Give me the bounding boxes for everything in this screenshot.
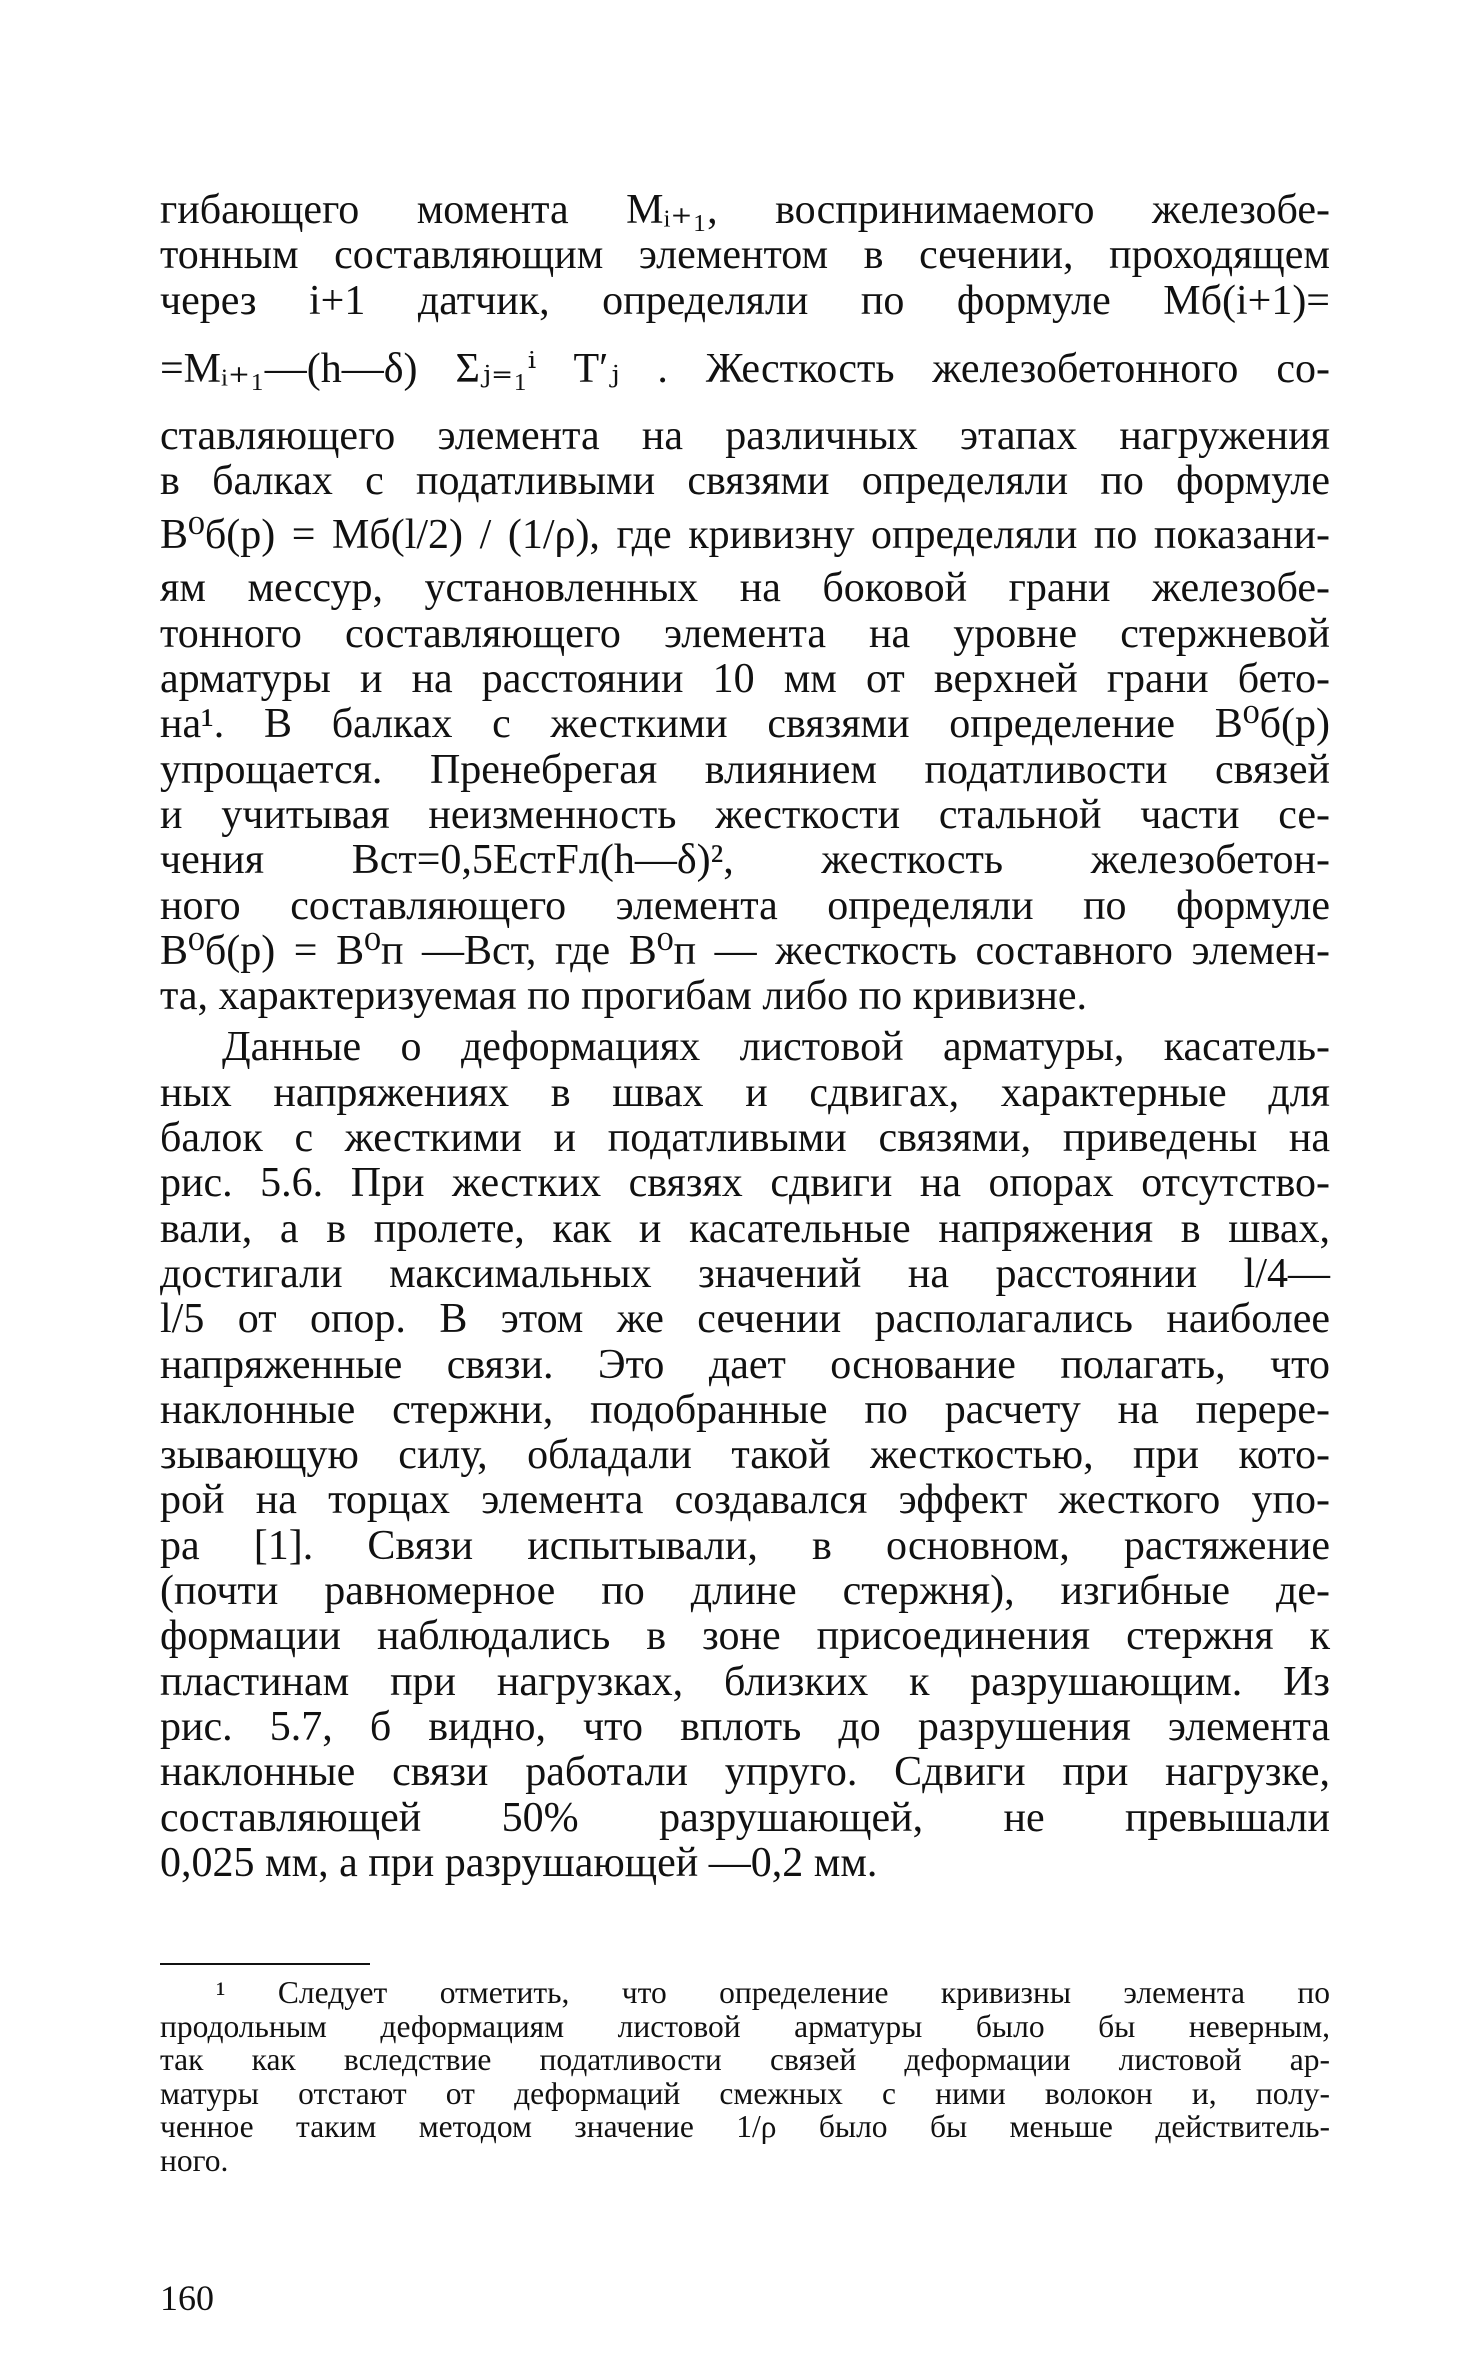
text-line: ставляющего элемента на различных этапах нагружения: [160, 412, 1330, 459]
footnote: [160, 1976, 1330, 2177]
text-line: наклонные связи работали упруго. Сдвиги при нагрузке,: [160, 1749, 1330, 1796]
text-line: упрощается. Пренебрегая влиянием податливости связей: [160, 746, 1330, 793]
footnote-line: ченное таким методом значение 1/ρ было бы меньше действитель-: [160, 2109, 1330, 2144]
text-line: ям мессур, установленных на боковой грани железобе-: [160, 565, 1330, 612]
formula-line: B⁰б(p) = Mб(l/2) / (1/ρ), где кривизну определяли по показани-: [160, 512, 1330, 559]
text-line: напряженные связи. Это дает основание полагать, что: [160, 1341, 1330, 1388]
page-number: 160: [160, 2278, 214, 2318]
text-line: зывающую силу, обладали такой жесткостью, при кото-: [160, 1432, 1330, 1479]
text-line: через i+1 датчик, определяли по формуле Mб(i+1)=: [160, 277, 1330, 324]
text-line: рис. 5.6. При жестких связях сдвиги на опорах отсутство-: [160, 1160, 1330, 1207]
footnote-line: продольным деформациям листовой арматуры было бы неверным,: [160, 2008, 1330, 2044]
text-line: пластинам при нагрузках, близких к разрушающим. Из: [160, 1658, 1330, 1705]
text-line: наклонные стержни, подобранные по расчету на перере-: [160, 1386, 1330, 1433]
text-line: чения Bст=0,5EстFл(h—δ)², жесткость железобетон-: [160, 837, 1330, 884]
text-line: в балках с податливыми связями определяли по формуле: [160, 458, 1330, 505]
text-line: (почти равномерное по длине стержня), изгибные де-: [160, 1568, 1330, 1615]
text-line: ного составляющего элемента определяли по формуле: [160, 882, 1330, 929]
text-line: ра [1]. Связи испытывали, в основном, растяжение: [160, 1522, 1330, 1569]
text-line: гибающего момента Mᵢ₊₁, воспринимаемого железобе-: [160, 187, 1330, 233]
text-line: рой на торцах элемента создавался эффект жесткого упо-: [160, 1477, 1330, 1524]
text-line: формации наблюдались в зоне присоединения стержня к: [160, 1613, 1330, 1660]
text-line: Данные о деформациях листовой арматуры, касатель-: [222, 1024, 1330, 1071]
footnote-line: ¹ Следует отметить, что определение кривизны элемента по: [216, 1975, 1330, 2010]
footnote-divider: [160, 1963, 370, 1965]
footnote-line: матуры отстают от деформаций смежных с ними волокон и, полу-: [160, 2075, 1330, 2111]
footnote-line: ного.: [160, 2142, 229, 2178]
text-line: ных напряжениях в швах и сдвигах, характерные для: [160, 1069, 1330, 1116]
text-line: B⁰б(p) = B⁰п —Bст, где B⁰п — жесткость составного элемен-: [160, 927, 1330, 974]
text-line: балок с жесткими и податливыми связями, приведены на: [160, 1115, 1330, 1162]
main-text: [160, 188, 1330, 1886]
text-line: рис. 5.7, б видно, что вплоть до разрушения элемента: [160, 1703, 1330, 1750]
text-line: арматуры и на расстоянии 10 мм от верхней грани бето-: [160, 656, 1330, 703]
text-line: на¹. В балках с жесткими связями определение B⁰б(p): [160, 701, 1330, 748]
text-line: тонного составляющего элемента на уровне стержневой: [160, 610, 1330, 657]
text-line: и учитывая неизменность жесткости стальной части се-: [160, 791, 1330, 838]
text-line: составляющей 50% разрушающей, не превышали: [160, 1794, 1330, 1841]
text-line: вали, а в пролете, как и касательные напряжения в швах,: [160, 1205, 1330, 1252]
text-line: 0,025 мм, а при разрушающей —0,2 мм.: [160, 1839, 878, 1886]
footnote-line: так как вследствие податливости связей деформации листовой ар-: [160, 2042, 1330, 2077]
text-line: та, характеризуемая по прогибам либо по кривизне.: [160, 973, 1088, 1020]
text-line: l/5 от опор. В этом же сечении располагались наиболее: [160, 1296, 1330, 1343]
text-line: достигали максимальных значений на расстоянии l/4—: [160, 1250, 1330, 1297]
text-line: тонным составляющим элементом в сечении, проходящем: [160, 232, 1330, 279]
formula-line: =Mᵢ₊₁—(h—δ) Σⱼ₌₁ⁱ T′ⱼ . Жесткость железобетонного со-: [160, 345, 1330, 392]
